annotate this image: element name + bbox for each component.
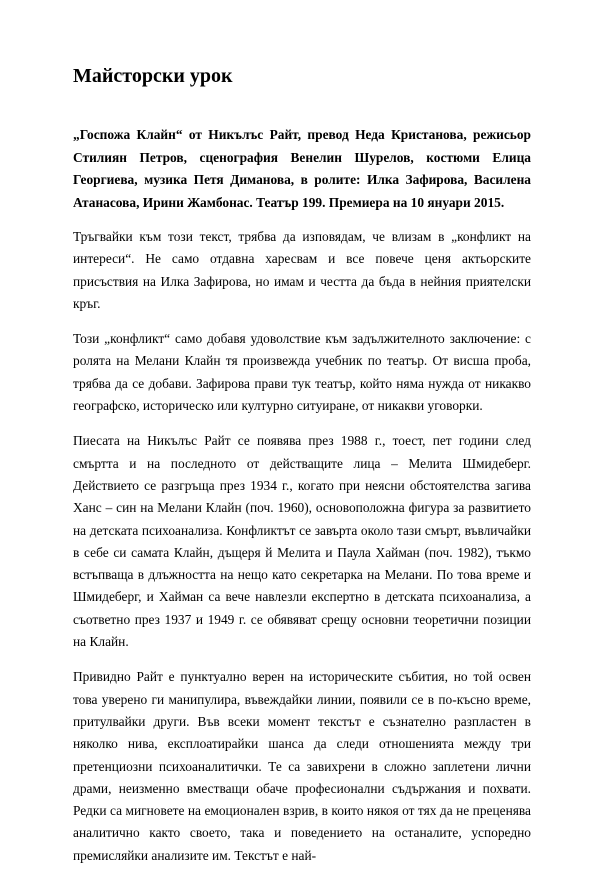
article-title: Майсторски урок: [73, 65, 233, 87]
article-body: [73, 226, 531, 880]
paragraph-4: Привидно Райт е пунктуално верен на историческите събития, но той освен това уверено ги манипулира, въвеждайки линии, появили се в по-късно време, притулвайки други. Във всеки момент текстът е съзнателно разпластен в няколко нива, експлоатирайки шанса да следи отношенията между три претенциозни психоаналитички. Те са завихрени в сложно заплетени лични драми, неизменно вместващи обаче професионални съдържания и похвати. Редки са мигновете на емоционален взрив, в които някоя от тях да не преценява аналитично както своето, така и поведението на останалите, успоредно премисляйки анализите им. Текстът е най-: [73, 669, 531, 863]
article-intro: „Госпожа Клайн“ от Никълъс Райт, превод Неда Кристанова, режисьор Стилиян Петров, сценография Венелин Шурелов, костюми Елица Георгиева, музика Петя Диманова, в ролите: Илка Зафирова, Василена Атанасова, Ирини Жамбонас. Театър 199. Премиера на 10 януари 2015.: [73, 127, 531, 210]
paragraph-2: Този „конфликт“ само добавя удоволствие към задължителното заключение: с ролята на Мелани Клайн тя произвежда учебник по театър. От висша проба, трябва да се добави. Зафирова прави тук театър, който няма нужда от никакво географско, историческо или културно ситуиране, от никакви уговорки.: [73, 331, 531, 414]
paragraph-1: Тръгвайки към този текст, трябва да изповядам, че влизам в „конфликт на интереси“. Не само отдавна харесвам и все повече ценя актьорските присъствия на Илка Зафирова, но имам и честта да бъда в нейния приятелски кръг.: [73, 229, 531, 311]
paragraph-3: Пиесата на Никълъс Райт се появява през 1988 г., тоест, пет години след смъртта и на последното от действащите лица – Мелита Шмидеберг. Действието се разгръща през 1934 г., когато при неясни обстоятелства загива Ханс – син на Мелани Клайн (поч. 1960), основоположна фигура за развитието на детската психоанализа. Конфликтът се завърта около тази смърт, въвличайки в себе си самата Клайн, дъщеря й Мелита и Паула Хайман (поч. 1982), тъкмо встъпваща в длъжността на нещо като секретарка на Мелани. По това време и Шмидеберг, и Хайман са вече навлезли експертно в детската психоанализа, а съответно през 1937 и 1949 г. се обявяват срещу основни теоретични позиции на Клайн.: [73, 433, 531, 650]
